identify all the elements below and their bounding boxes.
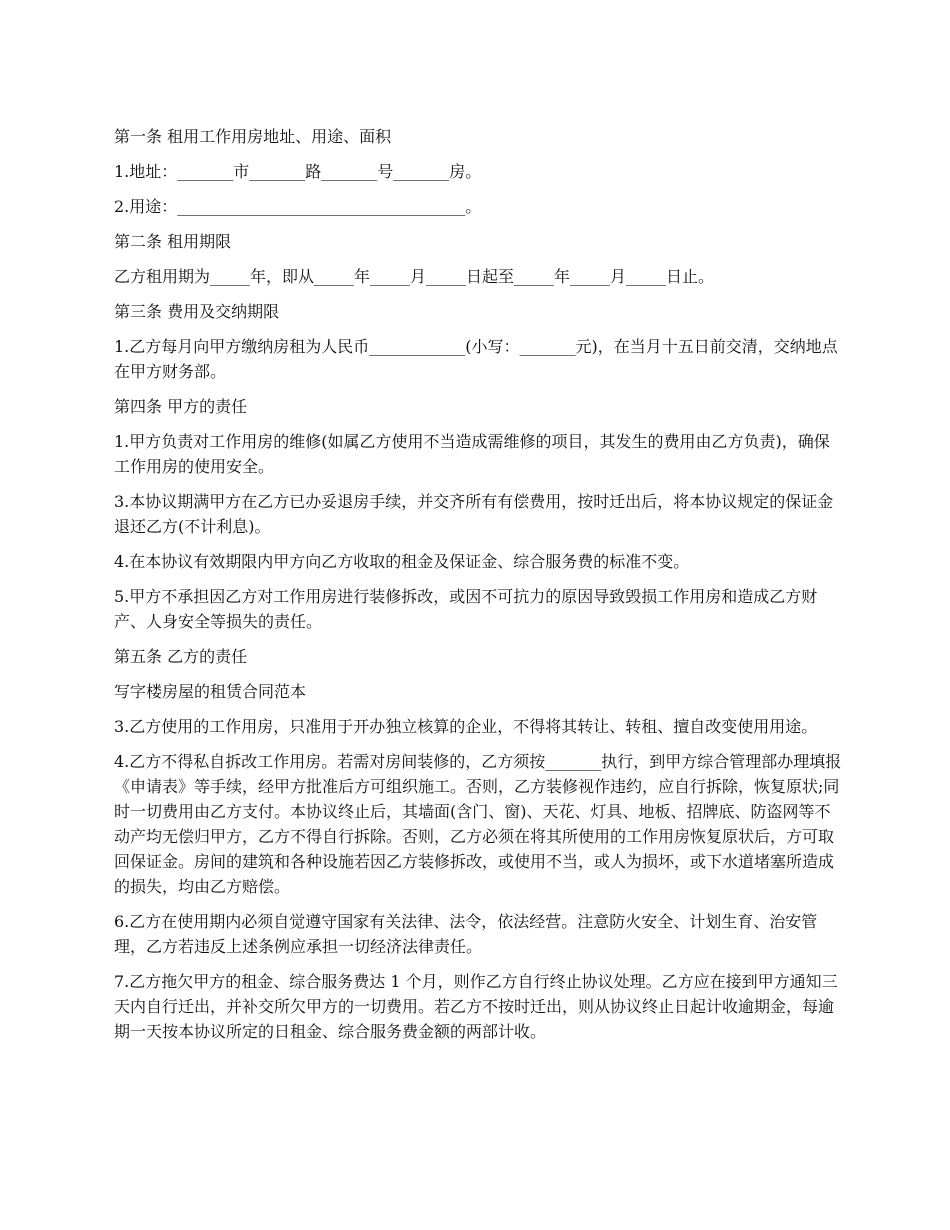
article-4-heading: 第四条 甲方的责任: [114, 397, 248, 416]
address-line: 1.地址：_______市_______路_______号_______房。: [114, 162, 482, 181]
document-title-line: 写字楼房屋的租赁合同范本: [114, 682, 307, 701]
party-b-clause-4: 4.乙方不得私自拆改工作用房。若需对房间装修的，乙方须按_______执行，到甲方综合管理部办理填报《申请表》等手续，经甲方批准后方可组织施工。否则，乙方装修视作违约，应自行拆除，恢复原状;同时一切费用由乙方支付。本协议终止后，其墙面(含门、窗)、天花、灯具、地板、招牌底、防盗网等不动产均无偿归甲方，乙方不得自行拆除。否则，乙方必须在将其所使用的工作用房恢复原状后，方可取回保证金。房间的建筑和各种设施若因乙方装修拆改，或使用不当，或人为损坏，或下水道堵塞所造成的损失，均由乙方赔偿。: [114, 752, 842, 896]
party-a-clause-3: 3.本协议期满甲方在乙方已办妥退房手续，并交齐所有有偿费用，按时迁出后，将本协议规定的保证金退还乙方(不计利息)。: [114, 492, 834, 536]
party-b-clause-7: 7.乙方拖欠甲方的租金、综合服务费达 1 个月，则作乙方自行终止协议处理。乙方应在接到甲方通知三天内自行迁出，并补交所欠甲方的一切费用。若乙方不按时迁出，则从协议终止日起计收逾期金，每逾期一天按本协议所定的日租金、综合服务费金额的两部计收。: [114, 972, 838, 1041]
rent-payment-clause: 1.乙方每月向甲方缴纳房租为人民币____________(小写：_______元)，在当月十五日前交清，交纳地点在甲方财务部。: [114, 337, 838, 381]
party-b-clause-3: 3.乙方使用的工作用房，只准用于开办独立核算的企业，不得将其转让、转租、擅自改变使用用途。: [114, 717, 818, 736]
article-5-heading: 第五条 乙方的责任: [114, 647, 248, 666]
purpose-line: 2.用途：____________________________________。: [114, 197, 482, 216]
lease-term-line: 乙方租用期为_____年，即从_____年_____月_____日起至_____年_____月_____日止。: [114, 267, 715, 286]
party-a-clause-4: 4.在本协议有效期限内甲方向乙方收取的租金及保证金、综合服务费的标准不变。: [114, 552, 690, 571]
party-a-clause-1: 1.甲方负责对工作用房的维修(如属乙方使用不当造成需维修的项目，其发生的费用由乙方负责)，确保工作用房的使用安全。: [114, 432, 830, 476]
article-3-heading: 第三条 费用及交纳期限: [114, 302, 280, 321]
article-1-heading: 第一条 租用工作用房地址、用途、面积: [114, 127, 392, 146]
party-b-clause-6: 6.乙方在使用期内必须自觉遵守国家有关法律、法令，依法经营。注意防火安全、计划生育、治安管理，乙方若违反上述条例应承担一切经济法律责任。: [114, 912, 818, 956]
article-2-heading: 第二条 租用期限: [114, 232, 232, 251]
party-a-clause-5: 5.甲方不承担因乙方对工作用房进行装修拆改，或因不可抗力的原因导致毁损工作用房和造成乙方财产、人身安全等损失的责任。: [114, 587, 818, 631]
document-body: [114, 124, 844, 1054]
